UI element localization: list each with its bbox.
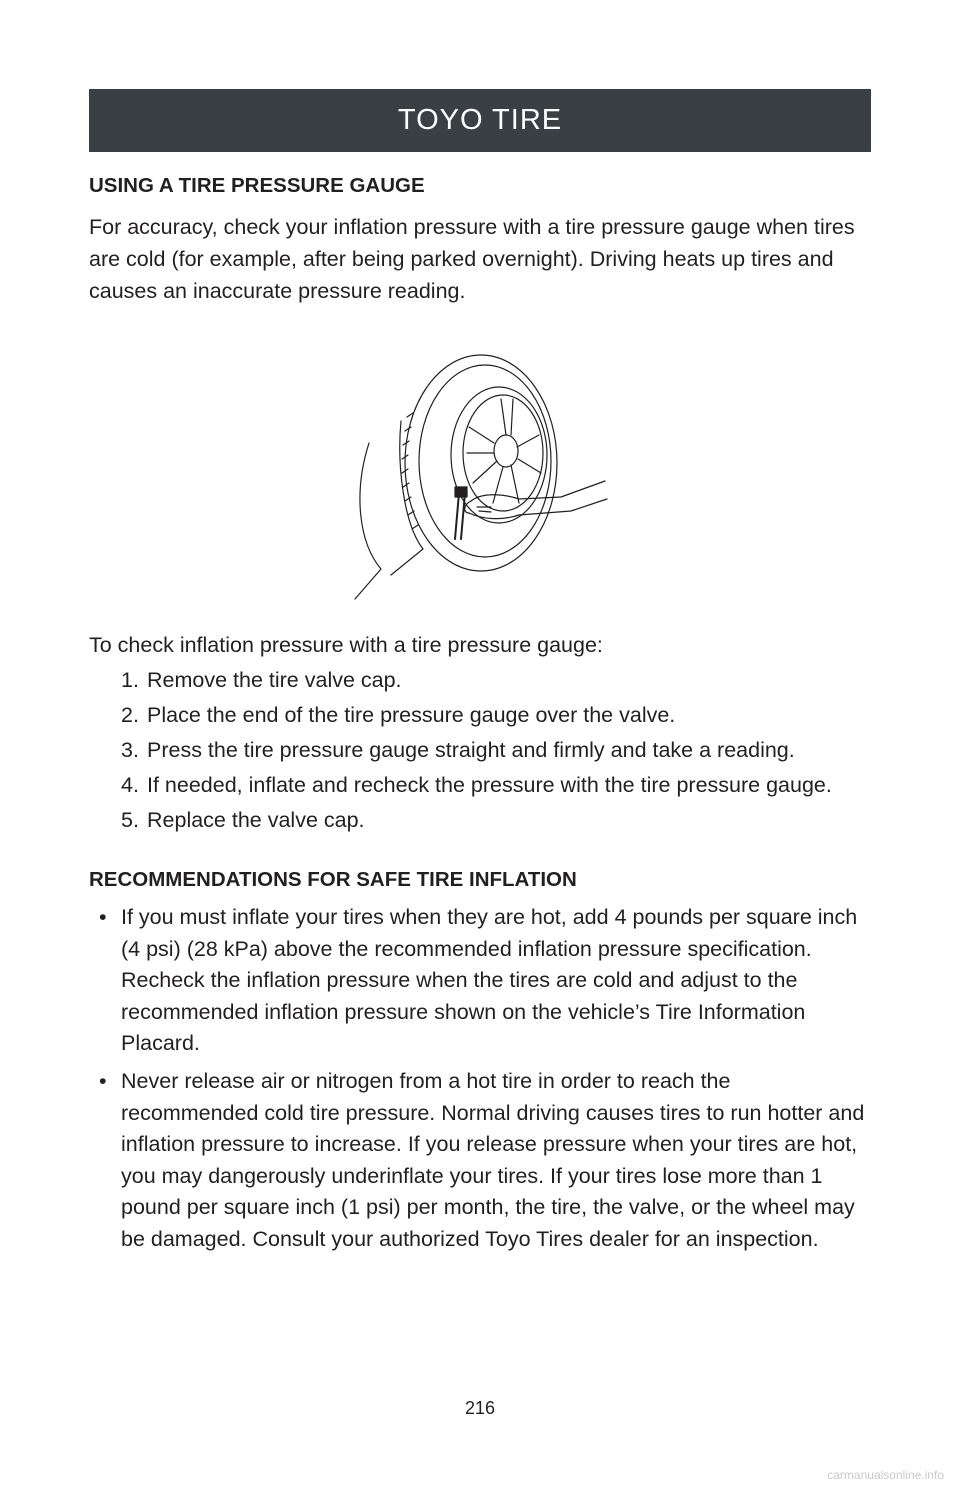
bullet-icon: • (99, 905, 107, 929)
step-number: 2. (121, 703, 139, 727)
header-bar (89, 89, 871, 152)
list-item (89, 1066, 871, 1256)
list-item (89, 769, 871, 801)
page-number: 216 (464, 1398, 496, 1418)
bullet-icon: • (99, 1068, 107, 1093)
step-number: 5. (121, 808, 139, 832)
list-item (89, 699, 871, 731)
recommendations-list (89, 902, 871, 1256)
list-item (89, 734, 871, 766)
bullet-text: Never release air or nitrogen from a hot tire in order to reach the recommended cold tire pressure. Normal driving causes tires to run hotter and inflation pressure to increase. If you release pressure when your tires are hot, you may dangerously underinflate your tires. If your tires lose more than 1 pound per square inch (1 psi) per month, the tire, the valve, or the wheel may be damaged. Consult your authorized Toyo Tires dealer for an inspection. (121, 1068, 865, 1251)
section-heading-inflation: RECOMMENDATIONS FOR SAFE TIRE INFLATION (89, 868, 577, 891)
gauge-paragraph: For accuracy, check your inflation pressure with a tire pressure gauge when tires are cold (for example, after being parked overnight). Driving heats up tires and causes an inaccurate pressure reading. (89, 215, 855, 303)
steps-list (89, 664, 871, 836)
step-text: Place the end of the tire pressure gauge over the valve. (147, 703, 676, 727)
watermark: carmanualsonline.info (827, 1468, 944, 1482)
section-heading-gauge: USING A TIRE PRESSURE GAUGE (89, 174, 425, 197)
step-text: Press the tire pressure gauge straight and firmly and take a reading. (147, 738, 795, 762)
step-text: If needed, inflate and recheck the pressure with the tire pressure gauge. (147, 773, 832, 797)
step-number: 4. (121, 773, 139, 797)
step-number: 1. (121, 668, 139, 692)
steps-intro: To check inflation pressure with a tire pressure gauge: (89, 633, 603, 657)
list-item (89, 804, 871, 836)
bullet-text: If you must inflate your tires when they are hot, add 4 pounds per square inch (4 psi) (28 kPa) above the recommended inflation pressure specification. Recheck the inflation pressure when the tires are cold and adjust to the recommended inflation pressure shown on the vehicle’s Tire Information Placard. (121, 905, 858, 1056)
page-title: TOYO TIRE (397, 104, 563, 136)
tire-pressure-gauge-illustration (351, 343, 609, 605)
step-text: Remove the tire valve cap. (147, 668, 402, 692)
list-item (89, 902, 871, 1060)
step-text: Replace the valve cap. (147, 808, 365, 832)
list-item (89, 664, 871, 696)
page-content (89, 170, 871, 1256)
step-number: 3. (121, 738, 139, 762)
